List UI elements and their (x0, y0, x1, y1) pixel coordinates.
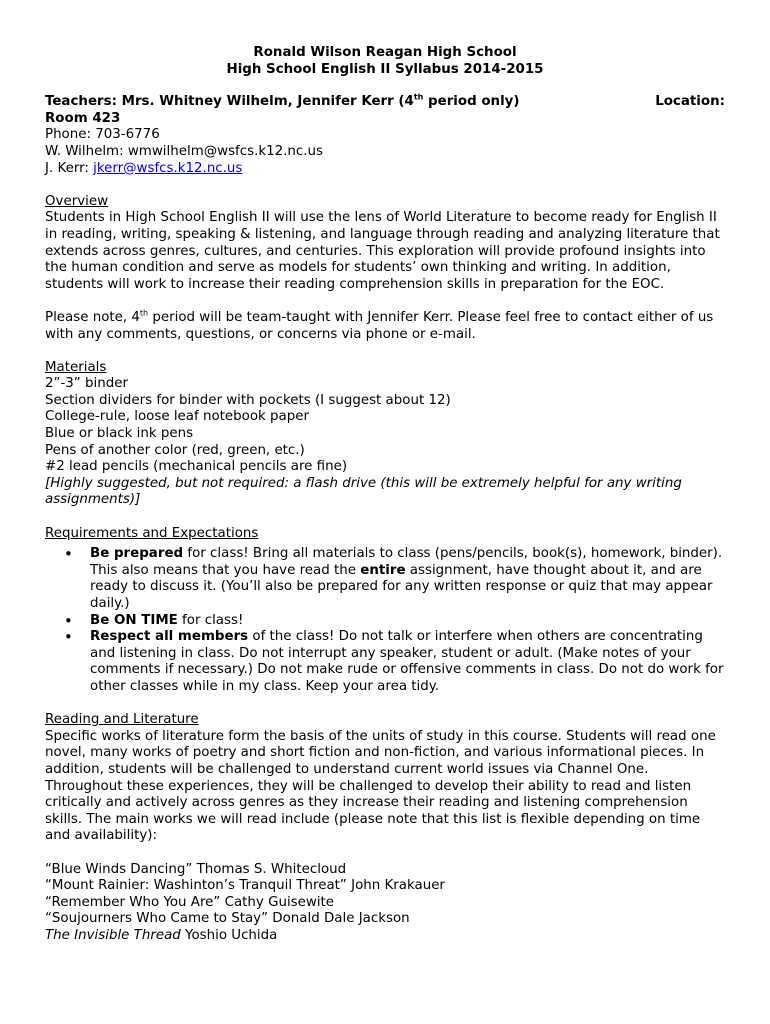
teachers-names: Teachers: Mrs. Whitney Wilhelm, Jennifer Kerr (4th period only) (45, 92, 520, 110)
requirement-item: • Respect all members of the class! Do not talk or interfere when others are concentrating and listening in class. Do not interrupt any speaker, student or adult. (Make notes of your comments if necessary.) Do not make rude or offensive comments in class. Do not do work for other classes while in my class. Keep your area tidy. (90, 629, 725, 695)
work-item: “Remember Who You Are” Cathy Guisewite (45, 894, 335, 910)
requirement-item: • Be ON TIME for class! (90, 613, 725, 630)
requirements-heading: Requirements and Expectations (45, 525, 259, 541)
wilhelm-email: W. Wilhelm: wmwilhelm@wsfcs.k12.nc.us (45, 143, 323, 159)
materials-item: College-rule, loose leaf notebook paper (45, 409, 309, 425)
requirements-list (45, 546, 725, 695)
materials-note: [Highly suggested, but not required: a flash drive (this will be extremely helpful for any writing assignments)] (45, 475, 682, 508)
phone-number: Phone: 703-6776 (45, 127, 160, 143)
teachers-line (45, 94, 725, 111)
school-name: Ronald Wilson Reagan High School (253, 45, 517, 60)
syllabus-title: High School English II Syllabus 2014-2015 (226, 61, 544, 77)
materials-item: Pens of another color (red, green, etc.) (45, 442, 305, 458)
materials-item: Section dividers for binder with pockets (I suggest about 12) (45, 392, 451, 408)
kerr-email-link[interactable]: jkerr@wsfcs.k12.nc.us (93, 160, 243, 176)
materials-heading: Materials (45, 359, 107, 375)
overview-heading: Overview (45, 193, 109, 209)
work-item: “Blue Winds Dancing” Thomas S. Whitecloud (45, 861, 347, 877)
room-number: Room 423 (45, 110, 121, 126)
materials-item: 2”-3” binder (45, 376, 128, 392)
document-body (45, 45, 725, 944)
reading-text: Specific works of literature form the basis of the units of study in this course. Students will read one novel, many works of poetry and short fiction and non-fiction, and various informational pieces. In addition, students will be challenged to understand current world issues via Channel One. Throughout these experiences, they will be challenged to develop their ability to read and listen critically and actively across genres as they increase their reading and listening comprehension skills. The main works we will read include (please note that this list is flexible depending on time and availability): (45, 728, 716, 844)
work-item: “Soujourners Who Came to Stay” Donald Dale Jackson (45, 911, 410, 927)
materials-item: #2 lead pencils (mechanical pencils are fine) (45, 459, 348, 475)
kerr-contact: J. Kerr: jkerr@wsfcs.k12.nc.us (45, 160, 243, 176)
materials-item: Blue or black ink pens (45, 426, 194, 442)
work-item: The Invisible Thread Yoshio Uchida (45, 927, 278, 943)
team-teaching-note: Please note, 4th period will be team-taught with Jennifer Kerr. Please feel free to contact either of us with any comments, questions, or concerns via phone or e-mail. (45, 308, 714, 342)
work-item: “Mount Rainier: Washinton’s Tranquil Threat” John Krakauer (45, 878, 445, 894)
requirement-item: • Be prepared for class! Bring all materials to class (pens/pencils, book(s), homework, binder). This also means that you have read the entire assignment, have thought about it, and are ready to discuss it. (You’ll also be prepared for any written response or quiz that may appear daily.) (90, 546, 725, 612)
reading-heading: Reading and Literature (45, 712, 199, 728)
overview-text: Students in High School English II will use the lens of World Literature to become ready for English II in reading, writing, speaking & listening, and language through reading and analyzing literature that extends across genres, cultures, and centuries. This exploration will provide profound insights into the human condition and serve as models for students’ own thinking and writing. In addition, students will work to increase their reading comprehension skills in preparation for the EOC. (45, 210, 720, 292)
location-label: Location: (655, 94, 725, 110)
